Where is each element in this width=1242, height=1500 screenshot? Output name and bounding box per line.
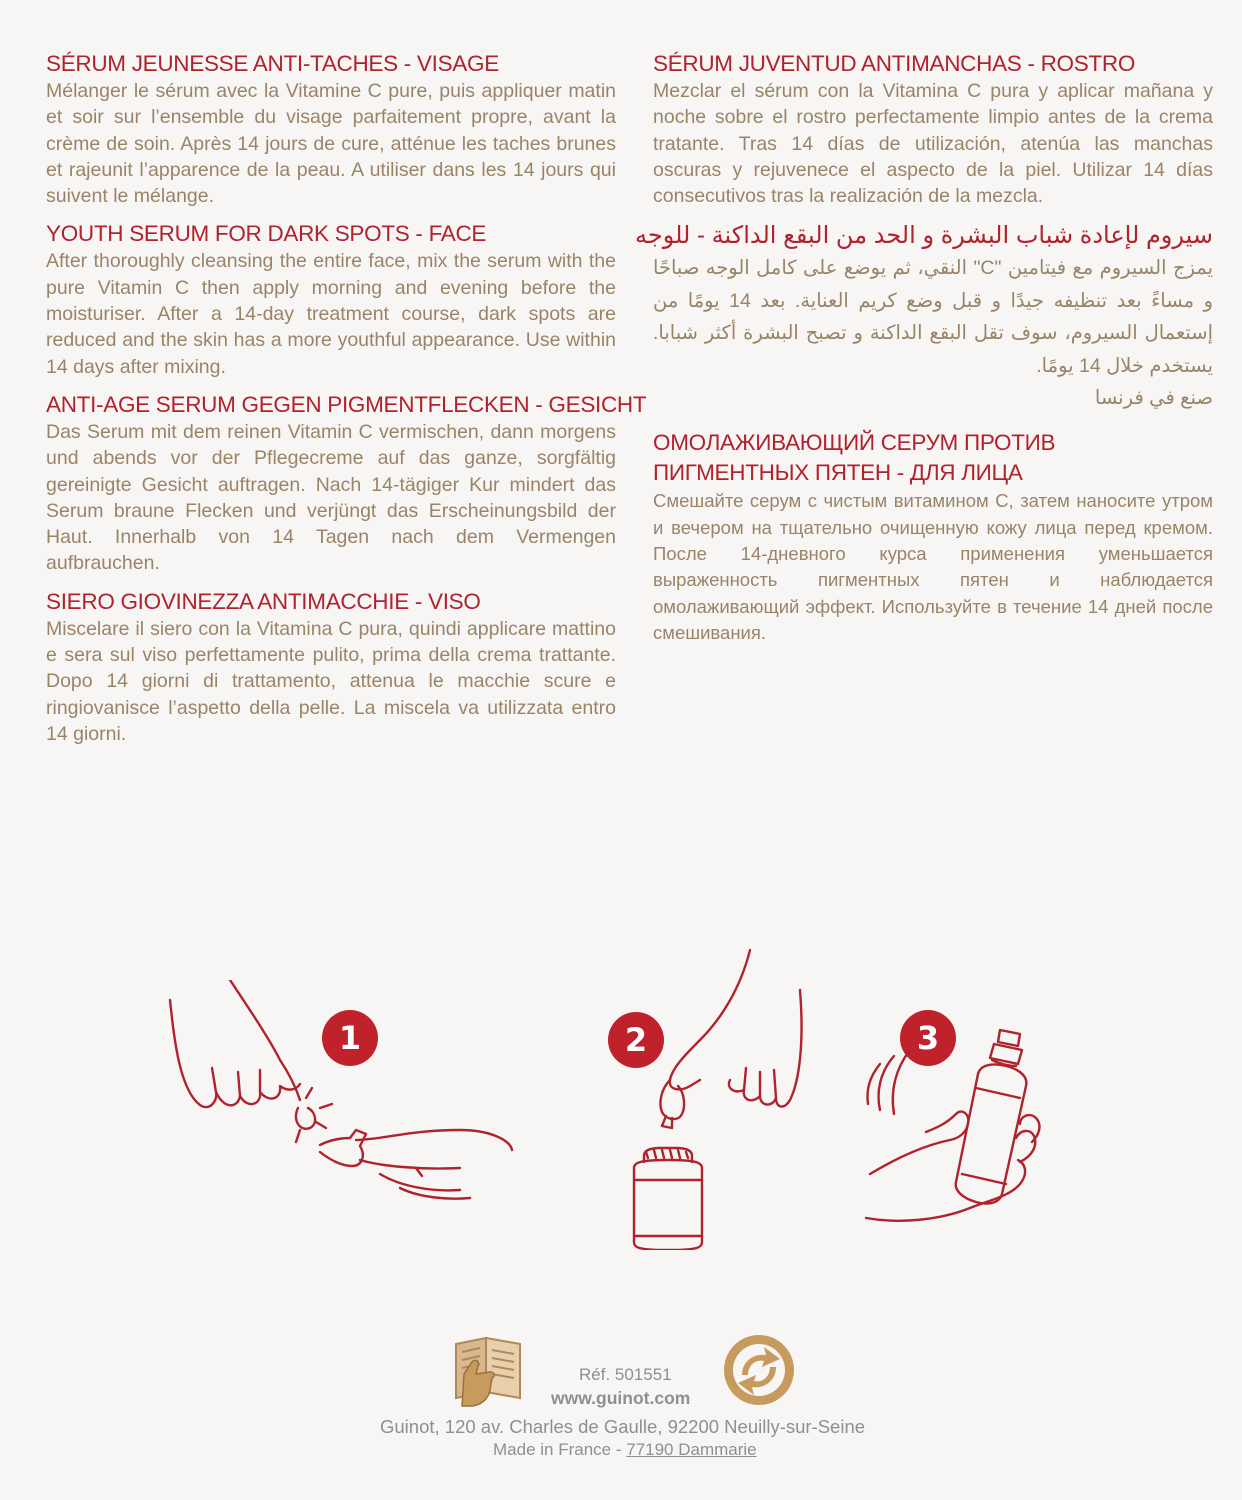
shake-bottle-icon xyxy=(850,1024,1080,1250)
section-body: Смешайте серум с чистым витамином С, затем наносите утром и вечером на тщательно очищенную кожу лица перед кремом. После 14-дневного курса применения уменьшается выраженность пигментных пятен и наблюдается омолаживающий эффект. Используйте в течение 14 дней после смешивания. xyxy=(653,490,1213,643)
company-address: Guinot, 120 av. Charles de Gaulle, 92200 Neuilly-sur-Seine xyxy=(380,1416,866,1437)
section-title-line-1: ОМОЛАЖИВАЮЩИЙ СЕРУМ ПРОТИВ xyxy=(653,430,1056,456)
recycle-icon xyxy=(722,1333,796,1407)
section-ru xyxy=(653,428,1213,646)
step-1-badge: 1 xyxy=(322,1010,378,1066)
footer xyxy=(0,1330,1242,1470)
section-title: SIERO GIOVINEZZA ANTIMACCHIE - VISO xyxy=(46,588,481,614)
made-in-label: Made in France - xyxy=(493,1440,627,1459)
section-body: Mezclar el sérum con la Vitamina C pura y aplicar mañana y noche sobre el rostro perfectamente limpio antes de la crema tratante. Tras 14 días de utilización, atenúa las manchas oscuras y rejuvenece el aspecto de la piel. Utilizar 14 días consecutivos tras la realización de la mezcla. xyxy=(653,80,1213,208)
website-link[interactable]: www.guinot.com xyxy=(551,1388,691,1408)
section-title: سيروم لإعادة شباب البشرة و الحد من البقع الداكنة - للوجه xyxy=(634,222,1213,250)
section-body: After thoroughly cleansing the entire face, mix the serum with the pure Vitamin C then apply morning and evening before the moisturiser. After a 14-day treatment course, dark spots are reduced and the skin has a more youthful appearance. Use within 14 days after mixing. xyxy=(46,250,616,378)
section-it xyxy=(46,588,616,747)
section-title: SÉRUM JEUNESSE ANTI-TACHES - VISAGE xyxy=(46,51,499,76)
section-ar xyxy=(634,220,1214,414)
pour-ampoule-into-bottle-icon xyxy=(600,940,820,1250)
section-body: يمزج السيروم مع فيتامين "C" النقي، ثم يوضع على كامل الوجه صباحًا و مساءً بعد تنظيفه جيدًا و قبل وضع كريم العناية. بعد 14 يومًا من إستعمال السيروم، سوف تقل البقع الداكنة و تصبح البشرة أكثر شبابا. يستخدم خلال 14 يومًا. xyxy=(653,257,1214,377)
right-column xyxy=(634,50,1214,657)
snap-ampoule-hands-icon xyxy=(160,980,520,1200)
step-2-badge: 2 xyxy=(608,1012,664,1068)
left-column xyxy=(46,50,647,758)
read-instructions-icon xyxy=(450,1330,526,1410)
made-in-place: 77190 Dammarie xyxy=(626,1440,757,1459)
step-3-badge: 3 xyxy=(900,1010,956,1066)
section-de xyxy=(46,391,647,577)
section-title: YOUTH SERUM FOR DARK SPOTS - FACE xyxy=(46,221,487,247)
section-en xyxy=(46,220,616,379)
section-body: Mélanger le sérum avec la Vitamine C pure, puis appliquer matin et soir sur l’ensemble du visage parfaitement propre, avant la crème de soin. Après 14 jours de cure, atténue les taches brunes et rajeunit l’apparence de la peau. A utiliser dans les 14 jours qui suivent le mélange. xyxy=(46,80,616,208)
section-title: SÉRUM JUVENTUD ANTIMANCHAS - ROSTRO xyxy=(653,51,1136,76)
section-es xyxy=(653,50,1213,209)
made-in-france-ar: صنع في فرنسا xyxy=(1094,387,1213,410)
section-fr xyxy=(46,50,616,209)
section-body: Miscelare il siero con la Vitamina C pura, quindi applicare mattino e sera sul viso perfettamente pulito, prima della crema trattante. Dopo 14 giorni di trattamento, attenua le macchie scure e ringiovanisce l’aspetto della pelle. La miscela va utilizzata entro 14 giorni. xyxy=(46,617,616,745)
usage-steps-illustration xyxy=(160,940,1080,1250)
section-title-line-2: ПИГМЕНТНЫХ ПЯТЕН - ДЛЯ ЛИЦА xyxy=(653,460,1023,486)
section-body: Das Serum mit dem reinen Vitamin C vermischen, dann morgens und abends vor der Pflegecreme auf das ganze, sorgfältig gereinigte Gesicht auftragen. Nach 14-tägiger Kur mindert das Serum braune Flecken und verjüngt das Erscheinungsbild der Haut. Innerhalb von 14 Tagen nach dem Vermengen aufbrauchen. xyxy=(46,420,616,575)
reference-number: Réf. 501551 xyxy=(579,1365,672,1384)
section-title: ANTI-AGE SERUM GEGEN PIGMENTFLECKEN - GESICHT xyxy=(46,391,647,417)
made-in-france xyxy=(493,1440,757,1460)
